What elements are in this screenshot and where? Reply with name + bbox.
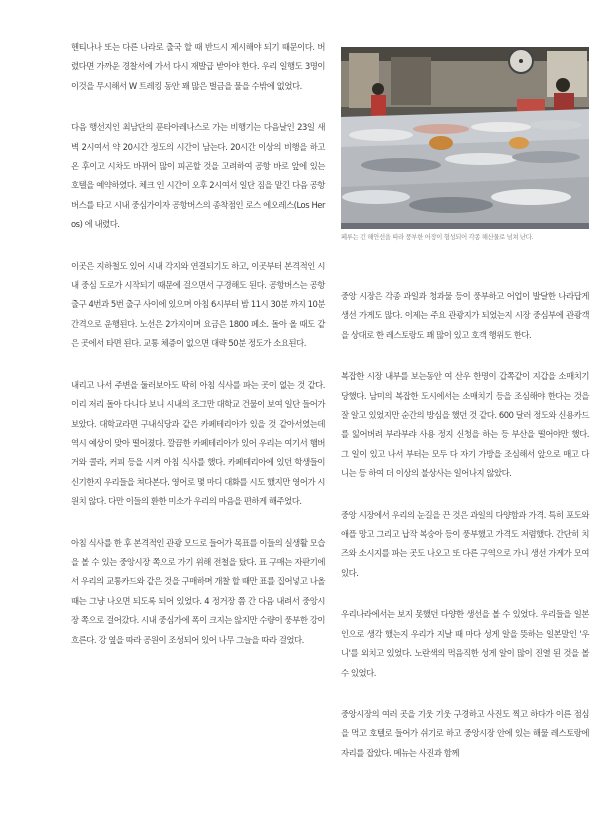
paragraph: 중앙 시장에서 우리의 눈길을 끈 것은 과일의 다양함과 가격. 특히 포도와 애플 망고 그리고 납작 복숭아 등이 풍부했고 가격도 저렴했다. 간단히 치즈와 소시지를 파는 곳도 나오고 또 다른 구역으로 가니 생선 가게가 모여 있다. — [341, 509, 589, 578]
fish-market-photo — [341, 47, 589, 229]
left-text-column — [71, 38, 325, 672]
paragraph: 우리나라에서는 보지 못했던 다양한 생선을 볼 수 있었다. 우리들을 일본인으로 생각 했는지 우리가 지날 때 마다 성게 알을 뜻하는 일본말인 '우니'를 외치고 있었다. 노란색의 먹음직한 성게 알이 많이 진열 된 것을 볼 수 있었다. — [341, 609, 589, 678]
paragraph: 복잡한 시장 내부를 보는동안 여 산우 한명이 갑쪽같이 지갑을 소매치기 당했다. 남미의 복잡한 도시에서는 소매치기 등을 조심해야 한다는 것을 잘 알고 있었지만 순간의 방심을 했던 것 같다. 600 달러 정도와 신용카드를 잃어버려 부라부랴 사용 정지 신청을 하는 등 부산을 떨어야만 했다. 그 일이 있고 나서 부터는 모두 다 자기 가방을 조심해서 앞으로 매고 다니는 등 하여 더 이상의 불상사는 일어나지 않았다. — [341, 371, 589, 479]
paragraph: 이곳은 지하철도 있어 시내 각지와 연결되기도 하고, 이곳부터 본격적인 시내 중심 도로가 시작되기 때문에 걸으면서 구경해도 된다. 공항버스는 공항 출구 4번과 5번 출구 사이에 있으며 아침 6시부터 밤 11시 30분 까지 10분 간격으로 운행된다. 노선은 2가지이며 요금은 1800 페소. 돌아 올 때도 같은 곳에서 타면 된다. 교통 체증이 없으면 대략 50분 정도가 소요된다. — [71, 260, 325, 349]
right-text-column — [341, 287, 589, 785]
paragraph: 다음 행선지인 최남단의 푼타아레나스로 가는 비행기는 다음날인 23일 새벽 2시여서 약 20시간 정도의 시간이 남는다. 20시간 이상의 비행을 하고 온 후이고 시차도 바뀌어 많이 피곤할 것을 고려하여 공항 바로 앞에 있는 호텔을 예약하였다. 체크 인 시간이 오후 2시여서 일단 짐을 맡긴 다음 공항버스를 타고 시내 중심가이자 공항버스의 종착점인 로스 에오레스(Los Heros) 에 내렸다. — [71, 122, 325, 230]
paragraph: 내리고 나서 주변을 둘러보아도 딱히 아침 식사를 파는 곳이 없는 것 같다. 이리 저리 돌아 다니다 보니 시내의 조그만 대학교 건물이 보여 일단 들어가 보았다. 대학교라면 구내식당과 같은 카페테리아가 있을 것 같아서였는데 역시 예상이 맞아 떨어졌다. 깔끔한 카페테리아가 있어 우리는 여기서 햄버거와 콜라, 커피 등을 시켜 아침 식사를 했다. 카페테리아에 있던 학생들이 신기한지 우리들을 쳐다본다. 영어로 몇 마디 대화를 시도 했지만 영어가 시원치 않다. 다만 이들의 환한 미소가 우리의 마음을 편하게 해주었다. — [71, 379, 325, 507]
paragraph: 헨티나나 또는 다른 나라로 출국 할 때 반드시 제시해야 되기 때문이다. 버렸다면 가까운 경찰서에 가서 다시 재발급 받아야 한다. 우리 일행도 3명이 이것을 무시해서 W 트레킹 동안 꽤 많은 벌금을 물을 수밖에 없었다. — [71, 42, 325, 91]
paragraph: 중앙시장의 여러 곳을 기웃 기웃 구경하고 사진도 찍고 하다가 이른 점심을 먹고 호텔로 들어가 쉬기로 하고 중앙시장 안에 있는 해물 레스토랑에 자리를 잡았다. 메뉴는 사진과 함께 — [341, 708, 589, 758]
paragraph: 중앙 시장은 각종 과일과 청과물 등이 풍부하고 어업이 발달한 나라답게 생선 가게도 많다. 이제는 주요 관광지가 되었는지 시장 중심부에 관광객을 상대로 한 레스토랑도 꽤 많이 있고 호객 행위도 한다. — [341, 291, 589, 340]
photo-caption: 페루는 긴 해안선을 따라 풍부한 어장이 형성되어 각종 해산물로 넘쳐 난다. — [341, 234, 534, 241]
paragraph: 아침 식사를 한 후 본격적인 관광 모드로 들어가 목표를 이들의 실생활 모습을 볼 수 있는 중앙시장 쪽으로 가기 위해 전철을 탔다. 표 구매는 자판기에서 우리의 교통카드와 같은 것을 구매하며 개찰 할 때만 표를 집어넣고 나올 때는 그냥 나오면 되도록 되어 있었다. 4 정거장 쯤 간 다음 내려서 중앙시장 쪽으로 걸어갔다. 시내 중심가에 폭이 크지는 않지만 수량이 풍부한 강이 흐른다. 강 옆을 따라 공원이 조성되어 있어 나무 그늘을 따라 걸었다. — [71, 537, 325, 645]
